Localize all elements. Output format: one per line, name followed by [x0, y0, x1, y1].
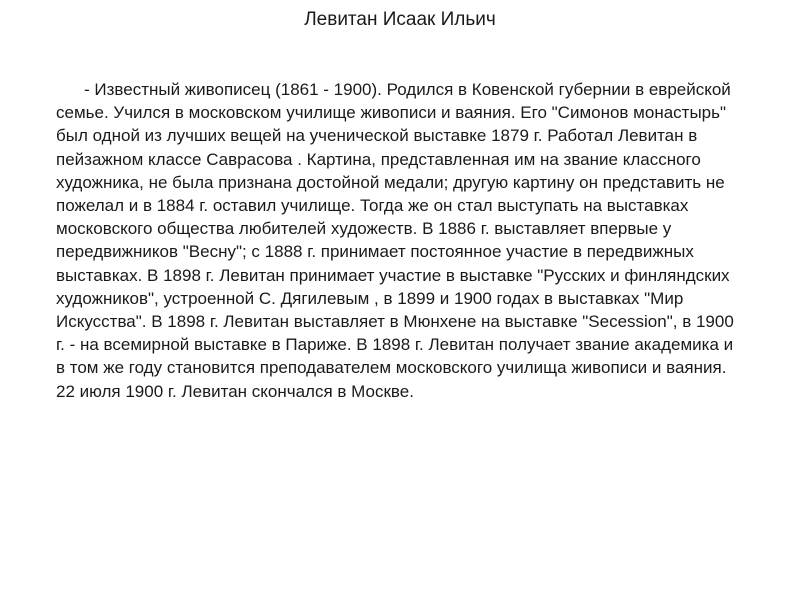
- slide-body-text: - Известный живописец (1861 - 1900). Родился в Ковенской губернии в еврейской семье. Учился в московском училище живописи и ваяния. Его "Симонов монастырь" был одной из лучших вещей на ученической выставке 1879 г. Работал Левитан в пейзажном классе Саврасова . Картина, представленная им на звание классного художника, не была признана достойной медали; другую картину он представить не пожелал и в 1884 г. оставил училище. Тогда же он стал выступать на выставках московского общества любителей художеств. В 1886 г. выставляет впервые у передвижников "Весну"; с 1888 г. принимает постоянное участие в передвижных выставках. В 1898 г. Левитан принимает участие в выставке "Русских и финляндских художников", устроенной С. Дягилевым , в 1899 и 1900 годах в выставках "Мир Искусства". В 1898 г. Левитан выставляет в Мюнхене на выставке "Secession", в 1900 г. - на всемирной выставке в Париже. В 1898 г. Левитан получает звание академика и в том же году становится преподавателем московского училища живописи и ваяния. 22 июля 1900 г. Левитан скончался в Москве.: [56, 80, 734, 401]
- slide-title: Левитан Исаак Ильич: [304, 9, 496, 30]
